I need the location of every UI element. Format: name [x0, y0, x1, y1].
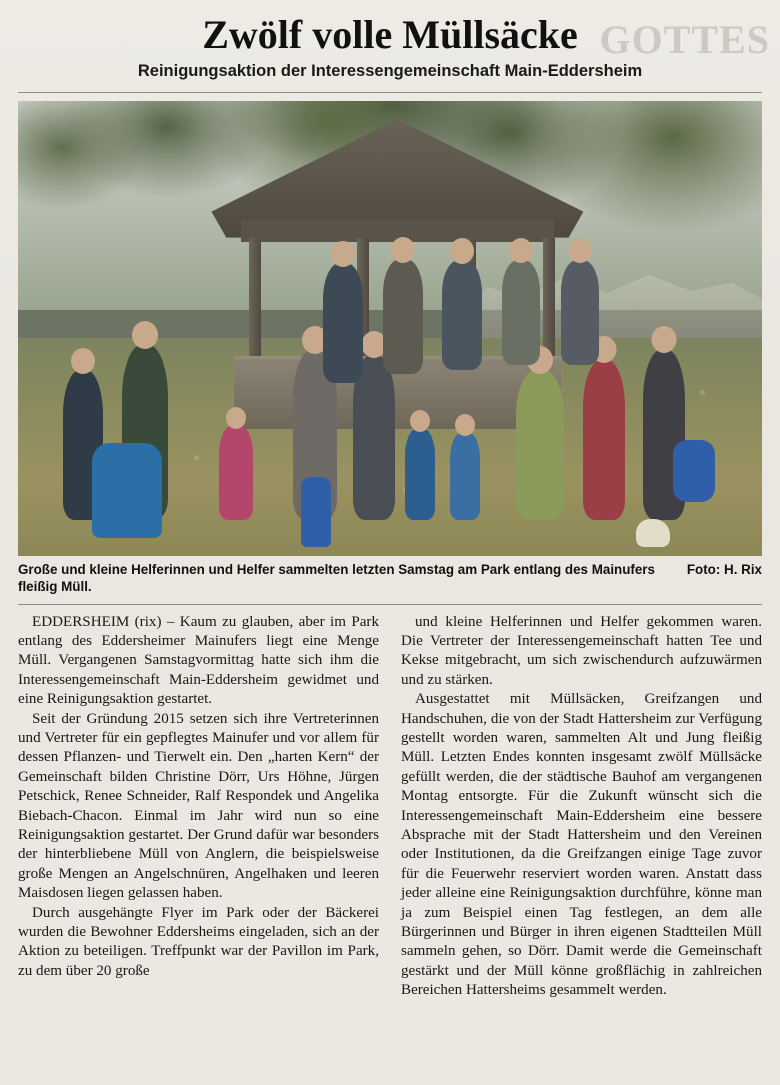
person-head [509, 238, 532, 263]
person-figure [353, 355, 395, 520]
paragraph: Seit der Gründung 2015 setzen sich ihre Vertreterinnen und Vertreter für ein gepflegtes Mainufer und vor allem für dessen Pflanzen- und Tierwelt ein. Den „harten Kern“ der Gemeinschaft bilden Christine Dörr, Urs Höhne, Jürgen Petschick, Renee Schneider, Ralf Respondek und Angelika Biebach-Chacon. Einmal im Jahr wird nun so eine Reinigungsaktion gestartet. Der Grund dafür war besonders der hinterbliebene Müll von Anglern, die beispielsweise große Mengen an Angelschnüren, Angelhaken und leeren Maisdosen liegen gelassen haben. [18, 710, 379, 902]
page-title: Zwölf volle Müllsäcke [202, 12, 578, 57]
person-head [569, 238, 592, 263]
article-photo [18, 101, 762, 556]
person-head [450, 238, 474, 264]
person-figure [583, 360, 625, 520]
paragraph: und kleine Helferinnen und Helfer gekommen waren. Die Vertreter der Interessengemeinschaft hatten Tee und Kekse mitgebracht, um sich zwischendurch aufzuwärmen und zu stärken. [401, 613, 762, 688]
photo-credit: Foto: H. Rix [686, 562, 762, 578]
article-column-left [18, 613, 379, 1001]
person-figure [516, 370, 564, 520]
person-head [331, 241, 355, 267]
person-head [132, 321, 158, 349]
photo-caption [18, 562, 762, 596]
article-masthead [18, 0, 762, 93]
person-figure [383, 259, 423, 374]
article-column-right [401, 613, 762, 1001]
person-head [455, 414, 475, 436]
person-head [410, 410, 430, 432]
person-figure [502, 260, 540, 365]
header-divider [18, 92, 762, 93]
article-body [18, 613, 762, 1001]
person-figure [442, 260, 482, 370]
person-figure [561, 260, 599, 365]
paragraph: Durch ausgehängte Flyer im Park oder der Bäckerei wurden die Bewohner Eddersheims eingeladen, sich an der Aktion zu beteiligen. Treffpunkt war der Pavillon im Park, zu dem über 20 große [18, 904, 379, 979]
trash-bag-figure [673, 440, 715, 502]
person-figure [219, 425, 253, 520]
article-subhead: Reinigungsaktion der Interessengemeinschaft Main-Eddersheim [137, 62, 643, 81]
person-head [226, 407, 246, 429]
person-head [651, 326, 676, 353]
photo-caption-text: Große und kleine Helferinnen und Helfer sammelten letzten Samstag am Park entlang des Mainufers fleißig Müll. [18, 562, 655, 594]
trash-bag-figure [301, 477, 331, 547]
person-figure [405, 428, 435, 520]
caption-divider [18, 604, 762, 605]
paragraph: Ausgestattet mit Müllsäcken, Greifzangen und Handschuhen, die von der Stadt Hattersheim zur Verfügung gestellt worden waren, sammelten Alt und Jung fleißig Müll. Letzten Endes konnten insgesamt zwölf Müllsäcke gefüllt werden, die der städtische Bauhof am vergangenen Montag entsorgte. Für die Zukunft wünscht sich die Interessengemeinschaft Main-Eddersheim eine bessere Absprache mit der Stadt Hattersheim und den Vereinen oder Institutionen, da die Greifzangen einige Tage zuvor für die Feuerwehr reserviert worden waren. Anstatt dass jeder alleine eine Reinigungsaktion durchführe, könne man ja zum Beispiel einen Tag festlegen, an dem alle Bürgerinnen und Bürger in ihren eigenen Stadtteilen Müll sammeln gehen, so Dörr. Damit werde die Gemeinschaft gestärkt und der Müll könne großflächig in zahlreichen Bereichen Hattersheims gesammelt werden. [401, 691, 762, 999]
person-head [71, 348, 95, 374]
person-head [391, 237, 415, 263]
paragraph: EDDERSHEIM (rix) – Kaum zu glauben, aber im Park entlang des Eddersheimer Mainufers liegt eine Menge Müll. Vergangenen Samstagvormittag hatte sich ihm die Interessengemeinschaft Main-Eddersheim gewidmet und eine Reinigungsaktion gestartet. [18, 613, 379, 708]
stroller-figure [92, 443, 162, 538]
neighbor-column-headline-ghost: GOTTES [599, 17, 770, 62]
photo-scene [18, 101, 762, 556]
photo-crowd [18, 101, 762, 556]
dog-figure [636, 519, 670, 547]
person-figure [323, 263, 363, 383]
person-figure [450, 432, 480, 520]
